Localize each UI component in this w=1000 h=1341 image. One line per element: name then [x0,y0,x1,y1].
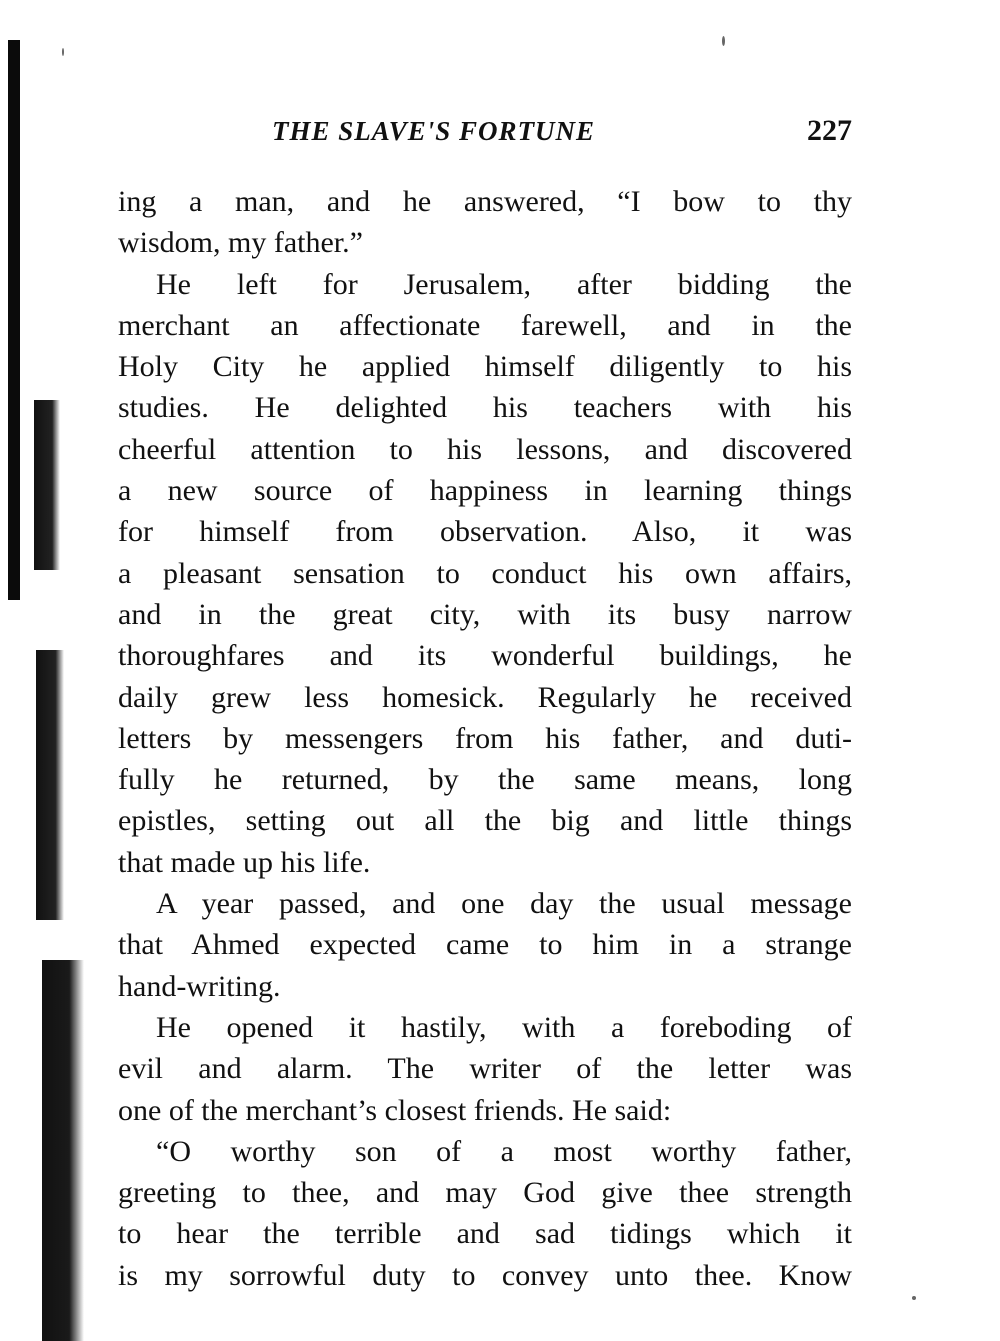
text-line: for himself from observation. Also, it was [118,515,852,549]
text-line: greeting to thee, and may God give thee strength [118,1176,852,1210]
body-text [118,181,852,1296]
text-line: to hear the terrible and sad tidings which it [118,1217,852,1251]
paragraph [118,1007,852,1131]
scan-speck [912,1296,916,1300]
scan-edge-shadow [34,400,60,570]
text-line: thoroughfares and its wonderful buildings, he [118,639,852,673]
text-line: that made up his life. [118,845,371,879]
text-line: a new source of happiness in learning things [118,474,852,508]
text-line: letters by messengers from his father, and duti- [118,721,852,755]
text-line: Holy City he applied himself diligently to his [118,350,852,384]
scan-edge-shadow [42,960,84,1341]
text-line: He left for Jerusalem, after bidding the [156,267,852,301]
text-line: ing a man, and he answered, “I bow to thy [118,185,852,218]
scan-edge-shadow [8,40,20,600]
text-line: cheerful attention to his lessons, and discovered [118,432,852,466]
text-line: evil and alarm. The writer of the letter was [118,1052,852,1086]
text-line: fully he returned, by the same means, long [118,763,852,797]
text-line: epistles, setting out all the big and little things [118,804,852,838]
text-line: one of the merchant’s closest friends. He said: [118,1093,672,1127]
text-line: wisdom, my father.” [118,226,363,260]
scan-edge-shadow [36,650,64,920]
page-header [272,112,852,152]
text-line: a pleasant sensation to conduct his own affairs, [118,556,852,590]
paragraph [118,1131,852,1296]
text-line: that Ahmed expected came to him in a strange [118,928,852,962]
paragraph [118,883,852,1007]
page-number: 227 [807,114,852,147]
text-line: “O worthy son of a most worthy father, [156,1134,852,1168]
text-line: He opened it hastily, with a foreboding of [156,1010,852,1044]
scan-speck [722,36,725,46]
text-line: hand-writing. [118,969,281,1003]
text-line: studies. He delighted his teachers with his [118,391,852,425]
text-line: daily grew less homesick. Regularly he received [118,680,852,714]
paragraph [118,181,852,264]
text-line: merchant an affectionate farewell, and in the [118,308,852,342]
text-line: is my sorrowful duty to convey unto thee. Know [118,1258,852,1292]
running-title: THE SLAVE'S FORTUNE [272,116,596,146]
text-line: A year passed, and one day the usual message [156,887,852,921]
paragraph [118,264,852,883]
scan-speck [62,48,64,56]
text-line: and in the great city, with its busy narrow [118,597,852,631]
